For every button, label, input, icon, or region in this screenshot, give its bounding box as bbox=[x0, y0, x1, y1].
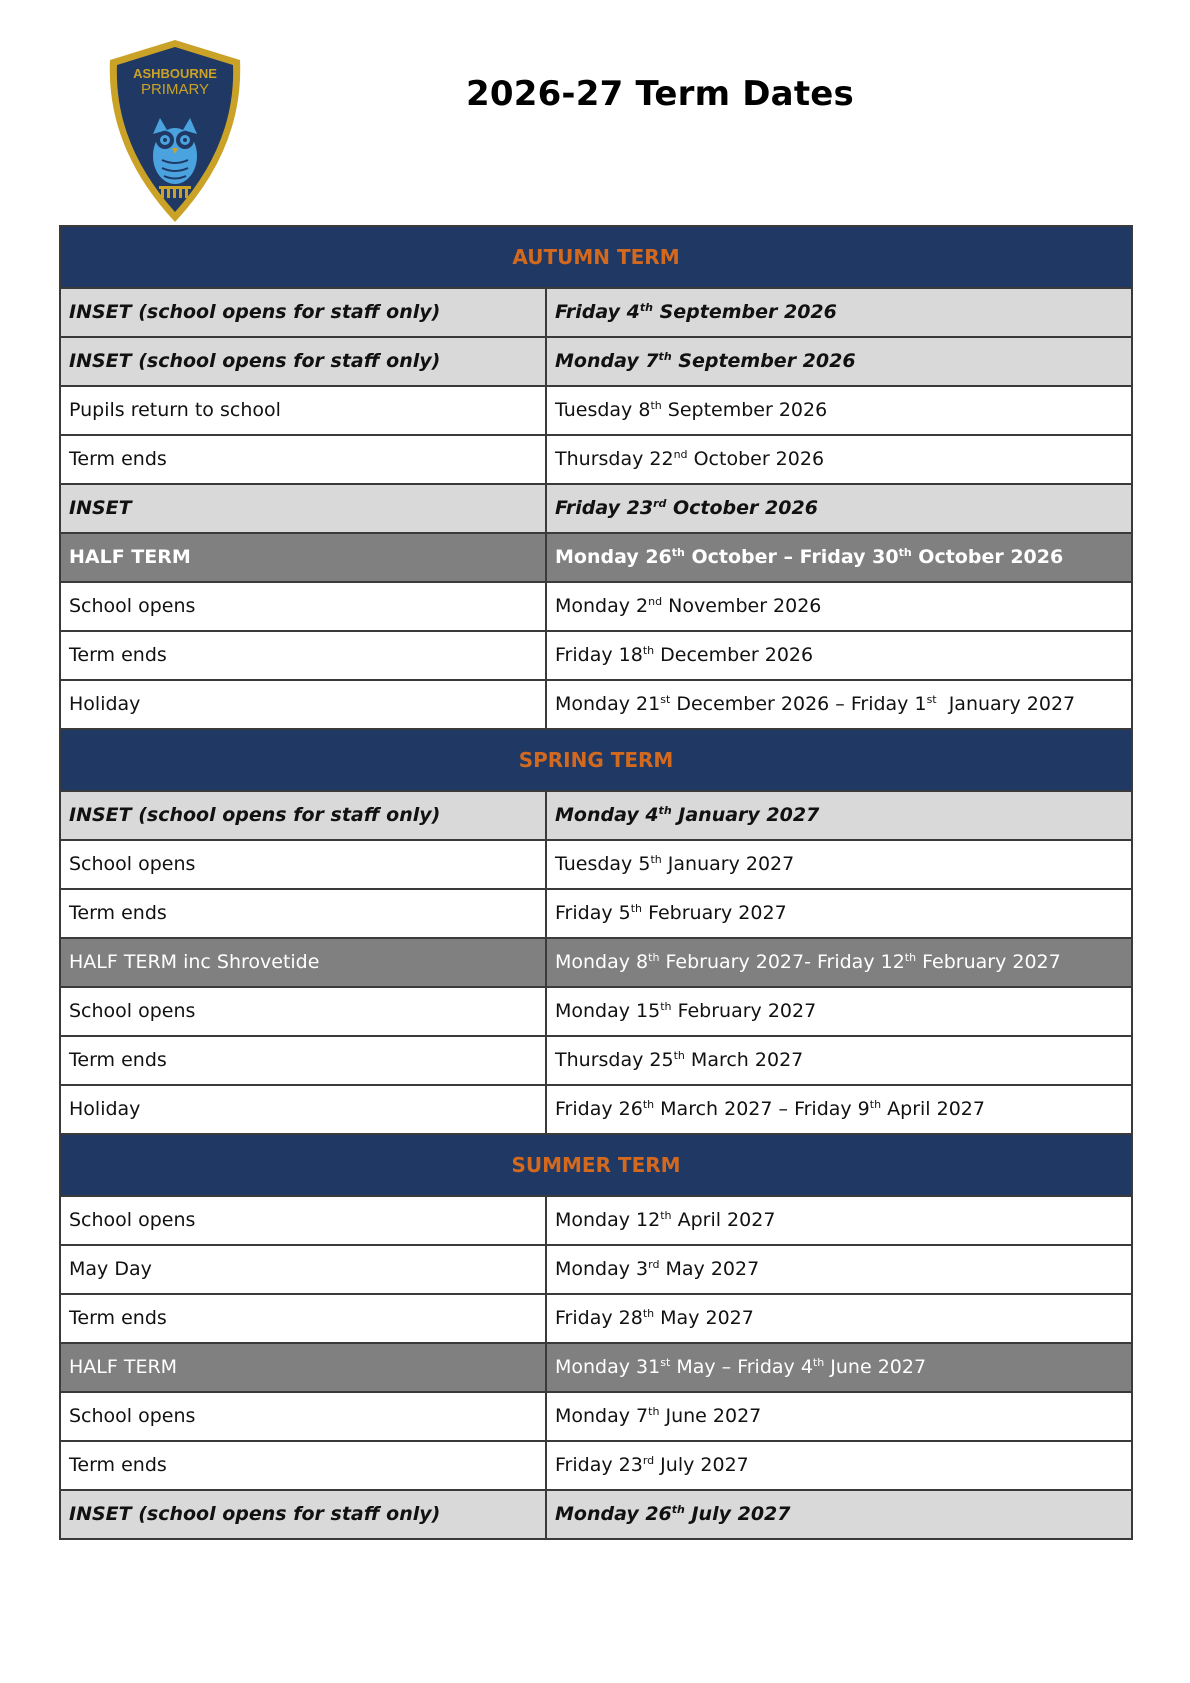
date-text: Friday 4 bbox=[555, 301, 640, 323]
school-crest-logo bbox=[104, 38, 246, 224]
event-cell: Holiday bbox=[60, 1085, 546, 1134]
event-cell: Term ends bbox=[60, 631, 546, 680]
date-ordinal-suffix: th bbox=[650, 399, 662, 413]
event-cell: School opens bbox=[60, 1392, 546, 1441]
date-cell bbox=[546, 631, 1132, 680]
section-title: SPRING TERM bbox=[60, 729, 1132, 791]
event-cell: HALF TERM bbox=[60, 1343, 546, 1392]
date-cell bbox=[546, 1294, 1132, 1343]
date-ordinal-suffix: st bbox=[660, 1356, 671, 1370]
table-row bbox=[60, 840, 1132, 889]
date-cell bbox=[546, 1245, 1132, 1294]
date-cell bbox=[546, 680, 1132, 729]
date-text: Friday 9 bbox=[794, 1098, 870, 1120]
date-ordinal-suffix: rd bbox=[642, 1454, 655, 1468]
date-cell bbox=[546, 1392, 1132, 1441]
date-ordinal-suffix: th bbox=[630, 902, 643, 916]
table-row bbox=[60, 386, 1132, 435]
date-text: April 2027 bbox=[881, 1098, 985, 1120]
section-title: AUTUMN TERM bbox=[60, 226, 1132, 288]
event-cell: HALF TERM bbox=[60, 533, 546, 582]
date-ordinal-suffix: th bbox=[660, 1000, 672, 1014]
date-text: Friday 12 bbox=[816, 951, 905, 973]
date-ordinal-suffix: st bbox=[926, 693, 937, 707]
table-row bbox=[60, 533, 1132, 582]
event-cell: School opens bbox=[60, 582, 546, 631]
date-text: Friday 23 bbox=[555, 497, 654, 519]
date-ordinal-suffix: th bbox=[671, 1503, 685, 1517]
date-text: January 2027 bbox=[936, 693, 1076, 715]
date-text: October 2026 bbox=[911, 546, 1064, 568]
table-row bbox=[60, 337, 1132, 386]
date-cell bbox=[546, 791, 1132, 840]
date-text: February 2027 bbox=[671, 1000, 817, 1022]
date-text: October – bbox=[684, 546, 800, 568]
date-cell bbox=[546, 1085, 1132, 1134]
section-header-row bbox=[60, 729, 1132, 791]
date-text: Monday 21 bbox=[555, 693, 661, 715]
date-ordinal-suffix: th bbox=[869, 1098, 882, 1112]
crest-text-line2: PRIMARY bbox=[140, 81, 210, 98]
date-text: Monday 15 bbox=[555, 1000, 661, 1022]
table-row bbox=[60, 1441, 1132, 1490]
date-cell bbox=[546, 987, 1132, 1036]
date-text: Tuesday 8 bbox=[555, 399, 651, 421]
date-text: Monday 7 bbox=[555, 1405, 649, 1427]
date-text: January 2027 bbox=[671, 804, 820, 826]
date-text: Monday 26 bbox=[555, 1503, 672, 1525]
table-row bbox=[60, 680, 1132, 729]
date-ordinal-suffix: nd bbox=[648, 595, 663, 609]
date-text: February 2027- bbox=[659, 951, 817, 973]
date-text: February 2027 bbox=[642, 902, 787, 924]
date-ordinal-suffix: th bbox=[898, 546, 912, 560]
date-text: Thursday 25 bbox=[555, 1049, 674, 1071]
date-ordinal-suffix: nd bbox=[673, 448, 688, 462]
date-ordinal-suffix: th bbox=[904, 951, 917, 965]
table-row bbox=[60, 1490, 1132, 1539]
date-text: September 2026 bbox=[652, 301, 837, 323]
date-ordinal-suffix: rd bbox=[653, 497, 667, 511]
date-cell bbox=[546, 840, 1132, 889]
event-cell: INSET (school opens for staff only) bbox=[60, 337, 546, 386]
table-row bbox=[60, 1245, 1132, 1294]
date-text: October 2026 bbox=[687, 448, 825, 470]
date-ordinal-suffix: th bbox=[671, 546, 685, 560]
date-cell bbox=[546, 1036, 1132, 1085]
event-cell: HALF TERM inc Shrovetide bbox=[60, 938, 546, 987]
event-cell: School opens bbox=[60, 1196, 546, 1245]
date-text: Friday 1 bbox=[850, 693, 927, 715]
date-cell bbox=[546, 484, 1132, 533]
date-text: September 2026 bbox=[671, 350, 856, 372]
table-row bbox=[60, 1036, 1132, 1085]
book-icon bbox=[159, 186, 191, 198]
date-ordinal-suffix: th bbox=[658, 804, 672, 818]
date-text: Monday 4 bbox=[555, 804, 659, 826]
date-ordinal-suffix: th bbox=[812, 1356, 825, 1370]
event-cell: Pupils return to school bbox=[60, 386, 546, 435]
date-cell bbox=[546, 533, 1132, 582]
date-text: December 2026 bbox=[654, 644, 814, 666]
date-text: Monday 8 bbox=[555, 951, 649, 973]
date-ordinal-suffix: th bbox=[658, 350, 672, 364]
event-cell: INSET bbox=[60, 484, 546, 533]
date-text: March 2027 bbox=[684, 1049, 804, 1071]
table-row bbox=[60, 582, 1132, 631]
table-row bbox=[60, 631, 1132, 680]
date-text: Monday 2 bbox=[555, 595, 649, 617]
date-cell bbox=[546, 889, 1132, 938]
table-row bbox=[60, 987, 1132, 1036]
section-title: SUMMER TERM bbox=[60, 1134, 1132, 1196]
date-text: Friday 5 bbox=[555, 902, 631, 924]
table-row bbox=[60, 1085, 1132, 1134]
date-ordinal-suffix: th bbox=[648, 1405, 660, 1419]
date-text: Monday 26 bbox=[555, 546, 672, 568]
date-text: Friday 4 bbox=[737, 1356, 813, 1378]
date-cell bbox=[546, 938, 1132, 987]
date-text: October 2026 bbox=[666, 497, 818, 519]
date-text: May 2027 bbox=[654, 1307, 754, 1329]
date-text: June 2027 bbox=[824, 1356, 927, 1378]
date-ordinal-suffix: st bbox=[660, 693, 671, 707]
date-text: May 2027 bbox=[659, 1258, 760, 1280]
date-text: Friday 18 bbox=[555, 644, 643, 666]
table-row bbox=[60, 1294, 1132, 1343]
date-text: June 2027 bbox=[659, 1405, 762, 1427]
date-text: September 2026 bbox=[661, 399, 828, 421]
date-ordinal-suffix: th bbox=[673, 1049, 685, 1063]
table-row bbox=[60, 791, 1132, 840]
date-text: Tuesday 5 bbox=[555, 853, 651, 875]
event-cell: INSET (school opens for staff only) bbox=[60, 1490, 546, 1539]
date-cell bbox=[546, 337, 1132, 386]
date-text: July 2027 bbox=[654, 1454, 749, 1476]
date-text: March 2027 – bbox=[654, 1098, 795, 1120]
table-row bbox=[60, 484, 1132, 533]
table-row bbox=[60, 1392, 1132, 1441]
date-text: November 2026 bbox=[662, 595, 822, 617]
date-text: December 2026 – bbox=[670, 693, 851, 715]
event-cell: Term ends bbox=[60, 435, 546, 484]
date-ordinal-suffix: th bbox=[650, 853, 662, 867]
date-text: May – bbox=[670, 1356, 738, 1378]
table-row bbox=[60, 889, 1132, 938]
event-cell: INSET (school opens for staff only) bbox=[60, 791, 546, 840]
date-cell bbox=[546, 582, 1132, 631]
event-cell: Term ends bbox=[60, 1294, 546, 1343]
date-text: Friday 23 bbox=[555, 1454, 643, 1476]
crest-text-line1: ASHBOURNE bbox=[133, 66, 217, 81]
event-cell: Term ends bbox=[60, 1441, 546, 1490]
event-cell: INSET (school opens for staff only) bbox=[60, 288, 546, 337]
date-cell bbox=[546, 386, 1132, 435]
date-ordinal-suffix: th bbox=[642, 1098, 655, 1112]
event-cell: Term ends bbox=[60, 889, 546, 938]
date-text: Thursday 22 bbox=[555, 448, 674, 470]
date-cell bbox=[546, 1196, 1132, 1245]
date-text: Monday 31 bbox=[555, 1356, 661, 1378]
page-title: 2026-27 Term Dates bbox=[466, 74, 854, 114]
event-cell: Term ends bbox=[60, 1036, 546, 1085]
event-cell: School opens bbox=[60, 840, 546, 889]
date-ordinal-suffix: th bbox=[642, 644, 655, 658]
date-text: April 2027 bbox=[671, 1209, 776, 1231]
date-ordinal-suffix: th bbox=[648, 951, 660, 965]
table-row bbox=[60, 435, 1132, 484]
table-row bbox=[60, 938, 1132, 987]
event-cell: May Day bbox=[60, 1245, 546, 1294]
event-cell: School opens bbox=[60, 987, 546, 1036]
date-cell bbox=[546, 1441, 1132, 1490]
table-row bbox=[60, 288, 1132, 337]
table-row bbox=[60, 1196, 1132, 1245]
date-cell bbox=[546, 288, 1132, 337]
term-dates-table bbox=[59, 225, 1133, 1540]
date-ordinal-suffix: th bbox=[642, 1307, 655, 1321]
date-cell bbox=[546, 1490, 1132, 1539]
date-text: Friday 30 bbox=[799, 546, 899, 568]
event-cell: Holiday bbox=[60, 680, 546, 729]
section-header-row bbox=[60, 226, 1132, 288]
date-text: Monday 3 bbox=[555, 1258, 649, 1280]
date-ordinal-suffix: th bbox=[660, 1209, 672, 1223]
date-cell bbox=[546, 435, 1132, 484]
section-header-row bbox=[60, 1134, 1132, 1196]
date-text: Monday 7 bbox=[555, 350, 659, 372]
date-text: July 2027 bbox=[684, 1503, 791, 1525]
date-text: Friday 26 bbox=[555, 1098, 643, 1120]
date-cell bbox=[546, 1343, 1132, 1392]
date-text: Monday 12 bbox=[555, 1209, 661, 1231]
date-text: January 2027 bbox=[661, 853, 795, 875]
date-text: Friday 28 bbox=[555, 1307, 643, 1329]
date-ordinal-suffix: rd bbox=[648, 1258, 660, 1272]
table-row bbox=[60, 1343, 1132, 1392]
date-ordinal-suffix: th bbox=[639, 301, 653, 315]
date-text: February 2027 bbox=[916, 951, 1061, 973]
